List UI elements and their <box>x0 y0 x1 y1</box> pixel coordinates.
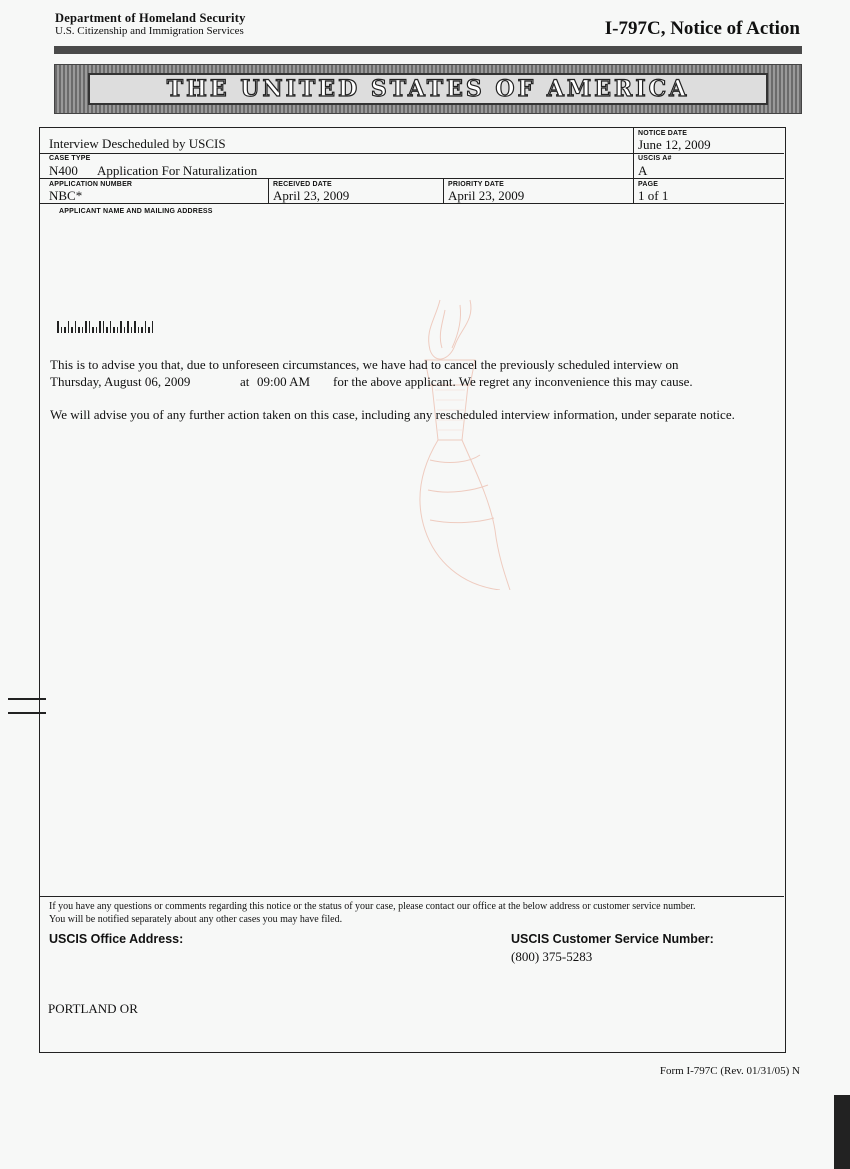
col-divider <box>443 178 444 203</box>
notice-paragraph-1-end: for the above applicant. We regret any inconvenience this may cause. <box>333 374 693 389</box>
uscis-a-label: USCIS A# <box>638 155 672 162</box>
col-divider <box>268 178 269 203</box>
customer-service-label: USCIS Customer Service Number: <box>511 932 714 946</box>
interview-time: 09:00 AM <box>257 374 311 389</box>
case-type-label: CASE TYPE <box>49 155 91 162</box>
case-type-desc: Application For Naturalization <box>97 163 258 178</box>
banner-frame <box>88 73 768 105</box>
scan-edge <box>834 1095 850 1169</box>
banner <box>54 64 802 114</box>
uscis-a-number: A <box>638 163 648 178</box>
col-divider <box>633 128 634 203</box>
notice-type: Interview Descheduled by USCIS <box>49 136 226 151</box>
applicant-label: APPLICANT NAME AND MAILING ADDRESS <box>59 208 213 215</box>
customer-service-number: (800) 375-5283 <box>511 949 593 964</box>
priority-date-label: PRIORITY DATE <box>448 181 505 188</box>
notice-date-label: NOTICE DATE <box>638 130 688 137</box>
footer-divider <box>40 896 784 897</box>
banner-text: THE UNITED STATES OF AMERICA <box>166 76 690 102</box>
row-divider <box>40 153 784 154</box>
department-name: Department of Homeland Security <box>55 11 246 25</box>
notice-date: June 12, 2009 <box>638 137 711 152</box>
form-revision: Form I-797C (Rev. 01/31/05) N <box>659 1065 800 1077</box>
received-date: April 23, 2009 <box>273 188 350 203</box>
application-number: NBC* <box>49 188 83 203</box>
form-title: I-797C, Notice of Action <box>604 18 800 39</box>
case-type-code: N400 <box>49 163 78 178</box>
separate-cases-note: You will be notified separately about any other cases you may have filed. <box>49 914 343 925</box>
at-label: at <box>240 374 250 389</box>
row-divider <box>40 203 784 204</box>
agency-name: U.S. Citizenship and Immigration Services <box>55 25 244 37</box>
page-value: 1 of 1 <box>638 188 669 203</box>
office-city: PORTLAND OR <box>48 1001 138 1016</box>
office-address-label: USCIS Office Address: <box>49 932 184 946</box>
margin-mark <box>8 698 46 714</box>
received-date-label: RECEIVED DATE <box>273 181 332 188</box>
priority-date: April 23, 2009 <box>448 188 525 203</box>
page-label: PAGE <box>638 181 659 188</box>
contact-instructions: If you have any questions or comments regarding this notice or the status of your case, please contact our office at the below address or customer service number. <box>49 901 696 912</box>
notice-paragraph-1: This is to advise you that, due to unforeseen circumstances, we have had to cancel the previously scheduled interview on <box>50 357 679 372</box>
postal-barcode <box>57 321 153 333</box>
header-rule <box>54 46 802 54</box>
interview-date: Thursday, August 06, 2009 <box>50 374 191 389</box>
application-number-label: APPLICATION NUMBER <box>49 181 133 188</box>
notice-paragraph-2: We will advise you of any further action taken on this case, including any rescheduled interview information, under separate notice. <box>50 407 735 422</box>
